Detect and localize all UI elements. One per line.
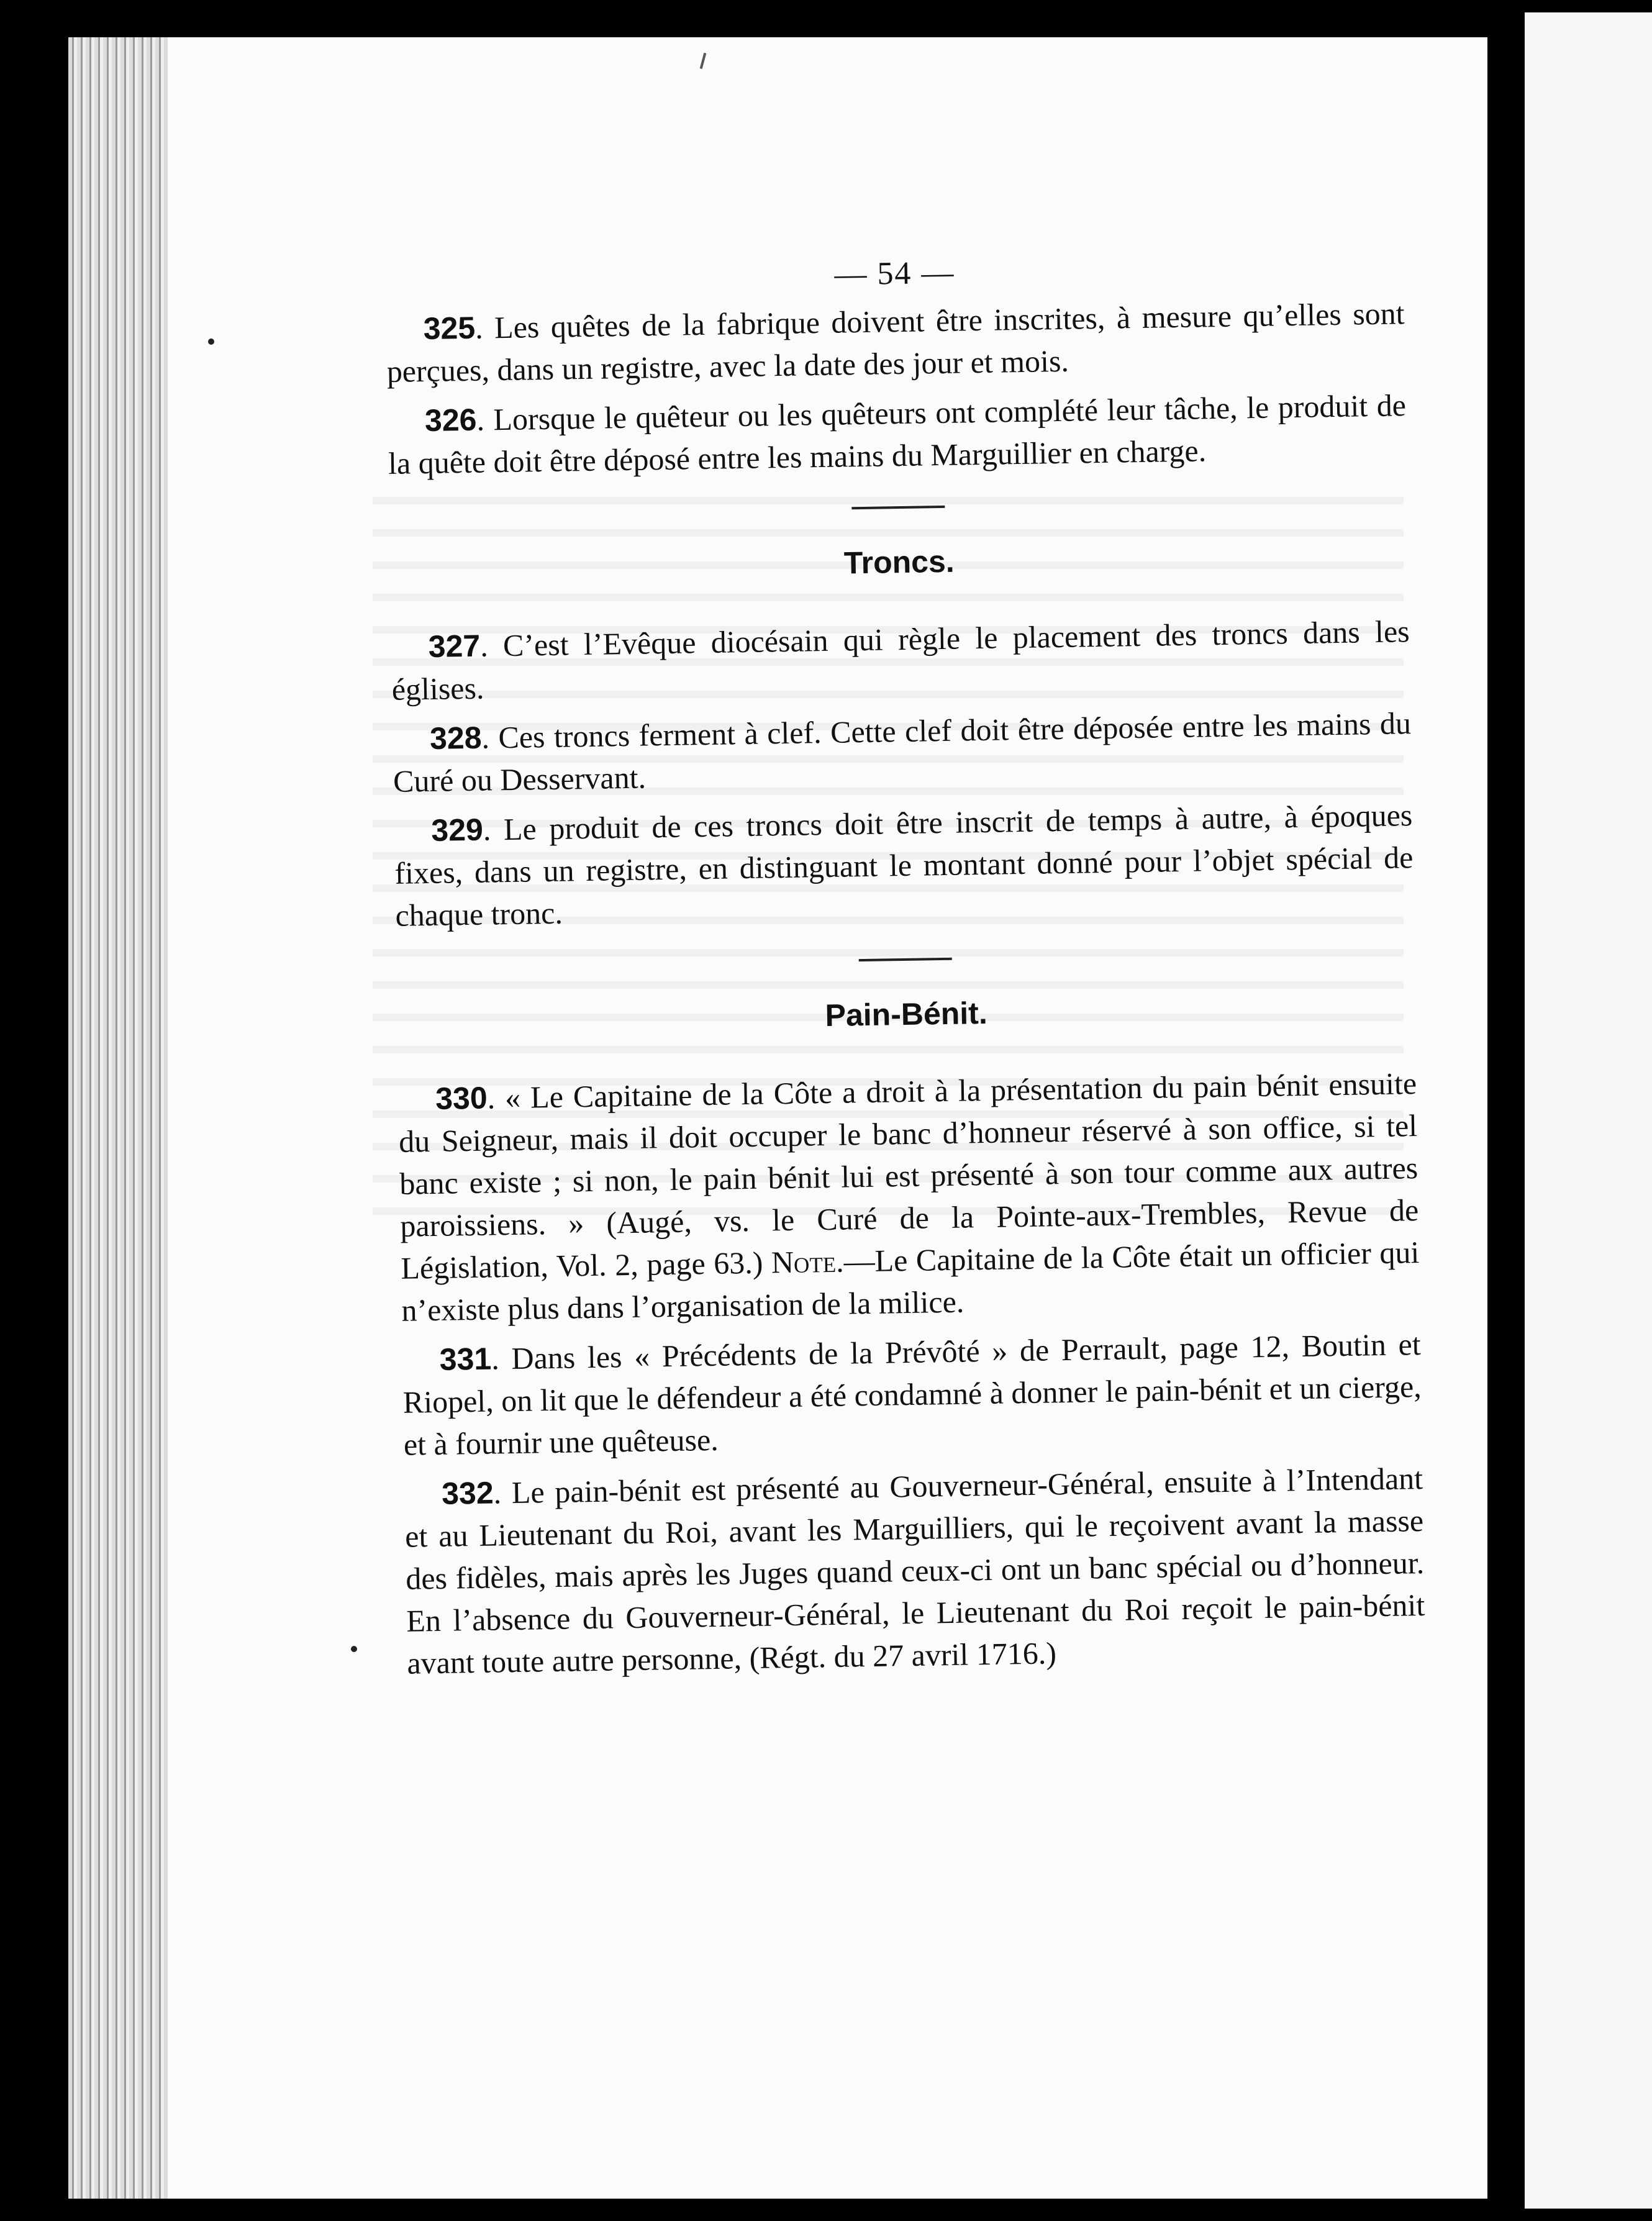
paragraph-number: 326	[424, 402, 477, 438]
paragraph-number: 327	[428, 628, 481, 664]
section-heading-troncs: Troncs.	[843, 543, 955, 581]
paragraph-number: 329	[430, 812, 484, 848]
paragraph-327: 327. C’est l’Evêque diocésain qui règle le placement des troncs dans les églises.	[391, 614, 1410, 707]
adjacent-page-edge	[1525, 12, 1652, 2209]
paragraph-text: Ces troncs ferment à clef. Cette clef doit être déposée entre les mains du Curé ou Desservant.	[393, 706, 1412, 799]
paragraph-text: Lorsque le quêteur ou les quêteurs ont complété leur tâche, le produit de la quête doit être déposé entre les mains du Marguillier en charge.	[388, 388, 1407, 481]
paragraph-number: 325	[423, 310, 476, 347]
paragraph-number: 331	[439, 1341, 492, 1377]
paragraph-326: 326. Lorsque le quêteur ou les quêteurs ont complété leur tâche, le produit de la quête doit être déposé entre les mains du Marguillier en charge.	[388, 388, 1407, 481]
paragraph-332: 332. Le pain-bénit est présenté au Gouverneur-Général, ensuite à l’Intendant et au Lieutenant du Roi, avant les Marguilliers, qui le reçoivent avant la masse des fidèles, mais après les Juges quand ceux-ci ont un banc spécial ou d’honneur. En l’absence du Gouverneur-Général, le Lieutenant du Roi reçoit le pain-bénit avant toute autre personne, (Régt. du 27 avril 1716.)	[404, 1460, 1425, 1681]
paragraph-number: 330	[435, 1080, 488, 1116]
margin-mark	[351, 1646, 357, 1652]
page-text	[385, 245, 1426, 1691]
margin-mark	[208, 338, 214, 345]
section-divider	[851, 506, 945, 509]
paragraph-325: 325. Les quêtes de la fabrique doivent être inscrites, à mesure qu’elles sont perçues, dans un registre, avec la date des jour et mois.	[386, 296, 1405, 389]
paragraph-329: 329. Le produit de ces troncs doit être inscrit de temps à autre, à époques fixes, dans un registre, en distinguant le montant donné pour l’objet spécial de chaque tronc.	[394, 797, 1414, 933]
section-heading-pain-benit: Pain-Bénit.	[825, 995, 988, 1033]
paragraph-331: 331. Dans les « Précédents de la Prévôté » de Perrault, page 12, Boutin et Riopel, on lit que le défendeur a été condamné à donner le pain-bénit et un cierge, et à fournir une quêteuse.	[402, 1327, 1422, 1462]
section-divider	[859, 958, 952, 961]
paragraph-text: Dans les « Précédents de la Prévôté » de Perrault, page 12, Boutin et Riopel, on lit que le défendeur a été condamné à donner le pain-bénit et un cierge, et à fournir une quêteuse.	[402, 1327, 1422, 1462]
paragraph-text: C’est l’Evêque diocésain qui règle le placement des troncs dans les églises.	[391, 614, 1410, 707]
paragraph-text: « Le Capitaine de la Côte a droit à la présentation du pain bénit ensuite du Seigneur, mais il doit occuper le banc d’honneur réservé à son office, si tel banc existe ; si non, le pain bénit lui est présenté à son tour comme aux autres paroissiens. » (Augé, vs. le Curé de la Pointe-aux-Trembles, Revue de Législation, Vol. 2, page 63.)	[398, 1066, 1419, 1286]
paragraph-number: 328	[429, 720, 482, 756]
paragraph-328: 328. Ces troncs ferment à clef. Cette clef doit être déposée entre les mains du Curé ou Desservant.	[393, 706, 1412, 799]
paragraph-text: Le produit de ces troncs doit être inscrit de temps à autre, à époques fixes, dans un registre, en distinguant le montant donné pour l’objet spécial de chaque tronc.	[394, 797, 1414, 933]
note-text: —Le Capitaine de la Côte était un officier qui n’existe plus dans l’organisation de la milice.	[401, 1235, 1420, 1328]
paragraph-number: 332	[441, 1475, 494, 1511]
binding-gutter	[1487, 0, 1525, 2221]
page-edges	[68, 37, 168, 2199]
note-label: Note.	[771, 1243, 845, 1280]
paragraph-330: 330. « Le Capitaine de la Côte a droit à la présentation du pain bénit ensuite du Seigneur, mais il doit occuper le banc d’honneur réservé à son office, si tel banc existe ; si non, le pain bénit lui est présenté à son tour comme aux autres paroissiens. » (Augé, vs. le Curé de la Pointe-aux-Trembles, Revue de Législation, Vol. 2, page 63.) Note.—Le Capitaine de la Côte était un officier qui n’existe plus dans l’organisation de la milice.	[398, 1066, 1420, 1328]
paragraph-text: Le pain-bénit est présenté au Gouverneur-Général, ensuite à l’Intendant et au Lieutenant du Roi, avant les Marguilliers, qui le reçoivent avant la masse des fidèles, mais après les Juges quand ceux-ci ont un banc spécial ou d’honneur. En l’absence du Gouverneur-Général, le Lieutenant du Roi reçoit le pain-bénit avant toute autre personne, (Régt. du 27 avril 1716.)	[404, 1460, 1425, 1681]
page-number: — 54 —	[833, 255, 955, 293]
paragraph-text: Les quêtes de la fabrique doivent être inscrites, à mesure qu’elles sont perçues, dans un registre, avec la date des jour et mois.	[386, 296, 1405, 389]
